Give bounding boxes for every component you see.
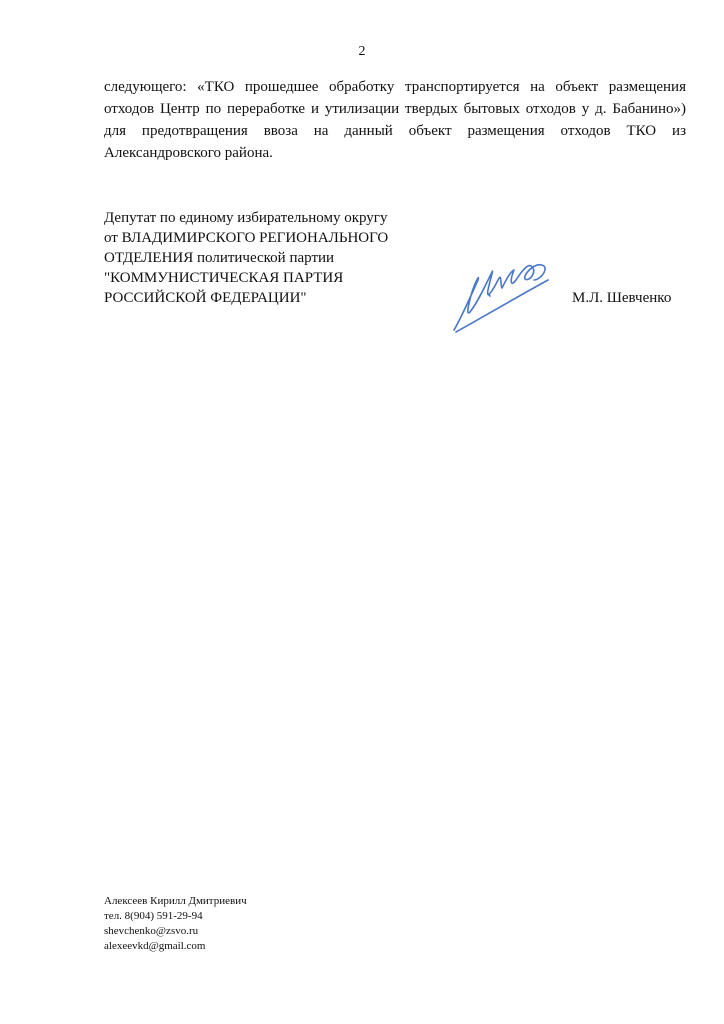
contact-email-1: shevchenko@zsvo.ru: [104, 925, 199, 937]
handwritten-signature: [448, 250, 558, 336]
signature-line-5: РОССИЙСКОЙ ФЕДЕРАЦИИ": [104, 290, 307, 306]
contact-phone: тел. 8(904) 591-29-94: [104, 910, 203, 922]
page-number: 2: [358, 44, 366, 59]
signer-name: М.Л. Шевченко: [572, 290, 672, 306]
body-paragraph: следующего: «ТКО прошедшее обработку транспортируется на объект размещения отходов Центр по переработке и утилизации твердых бытовых отходов у д. Бабанино») для предотвращения ввоза на данный объект размещения отходов ТКО из Александровского района.: [104, 79, 686, 161]
contact-name: Алексеев Кирилл Дмитриевич: [104, 895, 247, 907]
signature-line-2: от ВЛАДИМИРСКОГО РЕГИОНАЛЬНОГО: [104, 230, 389, 246]
signature-line-1: Депутат по единому избирательному округу: [104, 210, 388, 226]
signature-block: [104, 208, 464, 308]
signature-line-3: ОТДЕЛЕНИЯ политической партии: [104, 250, 335, 266]
contacts-block: [104, 894, 247, 954]
signature-line-4: "КОММУНИСТИЧЕСКАЯ ПАРТИЯ: [104, 270, 344, 286]
contact-email-2: alexeevkd@gmail.com: [104, 940, 206, 952]
signature-stroke-main: [454, 265, 545, 330]
